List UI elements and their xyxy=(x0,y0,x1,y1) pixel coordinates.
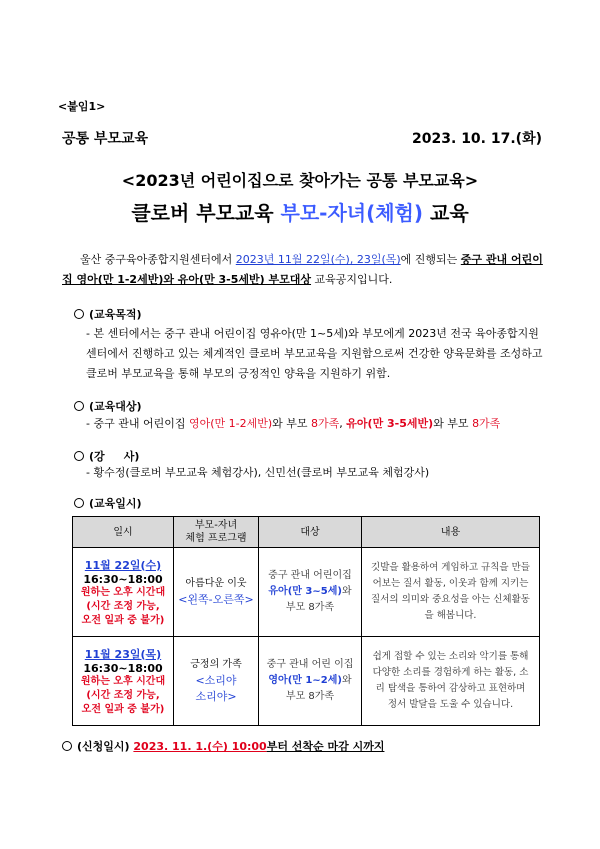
header-program-l1: 부모-자녀 xyxy=(194,520,238,531)
row1-program-sub: <왼쪽-오른쪽> xyxy=(178,593,254,606)
row2-time: 16:30~18:00 xyxy=(83,661,163,675)
intro-p1: 울산 중구육아종합지원센터에서 xyxy=(80,253,236,266)
table-header-row xyxy=(73,517,540,548)
row2-program-sub2: 소리야> xyxy=(195,690,237,703)
table-row xyxy=(73,637,540,726)
row2-target-cell xyxy=(259,637,362,726)
row2-program-title: 긍정의 가족 xyxy=(190,659,242,670)
document-subtitle: <2023년 어린이집으로 찾아가는 공통 부모교육> xyxy=(121,171,479,190)
purpose-heading-text: (교육목적) xyxy=(89,308,142,321)
row1-target-1: 중구 관내 어린이집 xyxy=(268,570,352,581)
row2-target-3: 와 xyxy=(341,675,352,686)
row2-note3: 오전 일과 중 불가) xyxy=(81,703,165,715)
circle-bullet-icon xyxy=(62,741,72,751)
row2-program-sub1: <소리야 xyxy=(195,674,237,687)
purpose-text: - 본 센터에서는 중구 관내 어린이집 영유아(만 1~5세)와 부모에게 2023년 전국 육아종합지원센터에서 진행하고 있는 체계적인 클로버 부모교육을 지원함으로써 건강한 양육문화를 조성하고 클로버 부모교육을 통해 부모의 긍정적인 양육을 지원하기 위함. xyxy=(86,327,543,380)
attachment-label: <붙임1> xyxy=(58,100,106,113)
row2-date: 11월 23일(목) xyxy=(84,647,162,661)
target-heading-text: (교육대상) xyxy=(89,400,142,413)
circle-bullet-icon xyxy=(74,498,84,508)
target-text xyxy=(86,414,500,434)
target-t1: - 중구 관내 어린이집 xyxy=(86,417,189,430)
schedule-heading-text: (교육일시) xyxy=(89,497,142,510)
row1-note3: 오전 일과 중 불가) xyxy=(81,614,165,626)
row2-date-cell xyxy=(73,637,174,726)
title-part-a: 클로버 부모교육 xyxy=(131,201,281,225)
circle-bullet-icon xyxy=(74,451,84,461)
schedule-heading xyxy=(74,495,142,511)
target-heading xyxy=(74,398,142,414)
row1-date-cell xyxy=(73,548,174,637)
row1-program-cell xyxy=(174,548,259,637)
row1-time: 16:30~18:00 xyxy=(83,572,163,586)
row2-content-cell: 쉽게 접할 수 있는 소리와 악기를 통해 다양한 소리를 경험하게 하는 활동, 소리 탐색을 통하여 감상하고 표현하며 정서 발달을 도울 수 있습니다. xyxy=(362,637,540,726)
header-date-cell: 일시 xyxy=(73,517,174,548)
target-t5: , xyxy=(339,417,347,430)
row1-program-title: 아름다운 이웃 xyxy=(185,578,247,589)
row1-content-cell: 깃발을 활용하여 게임하고 규칙을 만들어보는 질서 활동, 이웃과 함께 지키는 질서의 의미와 중요성을 아는 신체활동을 해봅니다. xyxy=(362,548,540,637)
row1-target-4: 부모 8가족 xyxy=(285,602,335,613)
intro-p5: 교육공지입니다. xyxy=(311,273,393,286)
header-title: 공통 부모교육 xyxy=(62,131,149,147)
row2-target-age: 영아(만 1~2세) xyxy=(268,675,342,686)
header-program-l2: 체험 프로그램 xyxy=(185,533,247,544)
intro-target: 중구 관내 어린이집 영아(만 1-2세반)와 유아(만 3-5세반) 부모대상 xyxy=(62,253,543,286)
header-program-cell xyxy=(174,517,259,548)
row2-program-cell xyxy=(174,637,259,726)
header-date: 2023. 10. 17.(화) xyxy=(412,131,542,147)
target-count-1: 8가족 xyxy=(311,417,340,430)
target-toddler: 유아(만 3-5세반) xyxy=(346,417,434,430)
schedule-table xyxy=(72,516,540,726)
apply-line xyxy=(62,738,384,754)
target-count-2: 8가족 xyxy=(472,417,501,430)
header-target-cell: 대상 xyxy=(259,517,362,548)
apply-rest: 부터 선착순 마감 시까지 xyxy=(266,740,385,753)
title-part-c: 교육 xyxy=(423,201,469,225)
purpose-heading xyxy=(74,306,142,322)
lecturer-text: - 황수정(클로버 부모교육 체험강사), 신민선(클로버 부모교육 체험강사) xyxy=(86,466,430,479)
row1-note2: (시간 조정 가능, xyxy=(86,600,160,612)
target-t3: 와 부모 xyxy=(272,417,312,430)
lecturer-heading xyxy=(74,448,139,464)
lecturer-heading-text: (강 사) xyxy=(89,450,140,463)
apply-heading: (신청일시) xyxy=(77,740,130,753)
row2-target-1: 중구 관내 어린 이집 xyxy=(266,659,354,670)
row1-note1: 원하는 오후 시간대 xyxy=(80,586,166,598)
apply-date: 2023. 11. 1.(수) 10:00 xyxy=(133,740,267,753)
row1-target-3: 와 xyxy=(341,586,352,597)
header-content-cell: 내용 xyxy=(362,517,540,548)
row2-note1: 원하는 오후 시간대 xyxy=(80,675,166,687)
document-title xyxy=(0,197,600,226)
row1-target-age: 유아(만 3~5세) xyxy=(268,586,342,597)
row2-note2: (시간 조정 가능, xyxy=(86,689,160,701)
intro-p3: 에 진행되는 xyxy=(400,253,461,266)
intro-dates: 2023년 11월 22일(수), 23일(목) xyxy=(235,253,401,266)
table-row xyxy=(73,548,540,637)
intro-paragraph xyxy=(62,250,548,290)
target-t7: 와 부모 xyxy=(433,417,473,430)
circle-bullet-icon xyxy=(74,309,84,319)
row2-target-4: 부모 8가족 xyxy=(285,691,335,702)
target-infant: 영아(만 1-2세반) xyxy=(188,417,273,430)
title-part-b: 부모-자녀(체험) xyxy=(280,201,424,225)
circle-bullet-icon xyxy=(74,401,84,411)
row1-date: 11월 22일(수) xyxy=(84,558,162,572)
row1-target-cell xyxy=(259,548,362,637)
